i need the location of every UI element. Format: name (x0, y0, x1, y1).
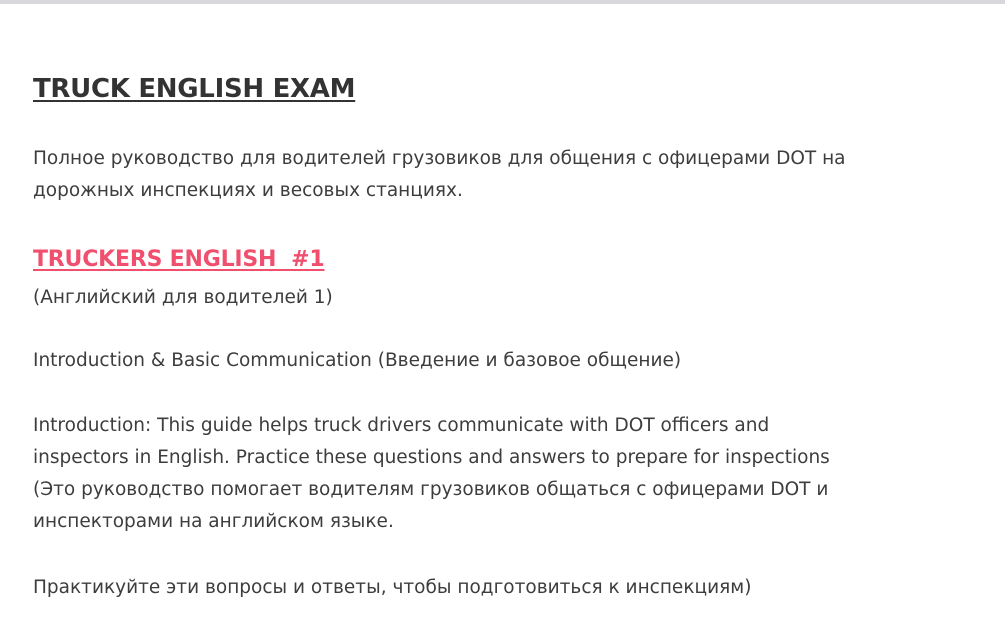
page-title: TRUCK ENGLISH EXAM (33, 74, 356, 104)
top-edge-bar (0, 0, 1005, 4)
section-subtitle: (Английский для водителей 1) (33, 287, 333, 308)
intro-line: Полное руководство для водителей грузовиков для общения с офицерами DOT на (33, 148, 846, 169)
introduction-line: Introduction: This guide helps truck drivers communicate with DOT officers and (33, 415, 770, 436)
introduction-line: inspectors in English. Practice these questions and answers to prepare for inspections (33, 447, 830, 468)
intro-line: дорожных инспекциях и весовых станциях. (33, 180, 463, 201)
section-title-link[interactable]: TRUCKERS ENGLISH #1 (33, 247, 325, 272)
lesson-heading: Introduction & Basic Communication (Введение и базовое общение) (33, 350, 682, 371)
introduction-line: (Это руководство помогает водителям грузовиков общаться с офицерами DOT и (33, 479, 829, 500)
introduction-line: инспекторами на английском языке. (33, 511, 394, 532)
practice-paragraph: Практикуйте эти вопросы и ответы, чтобы подготовиться к инспекциям) (33, 577, 752, 598)
intro-paragraph (33, 143, 973, 207)
introduction-paragraph (33, 410, 973, 538)
